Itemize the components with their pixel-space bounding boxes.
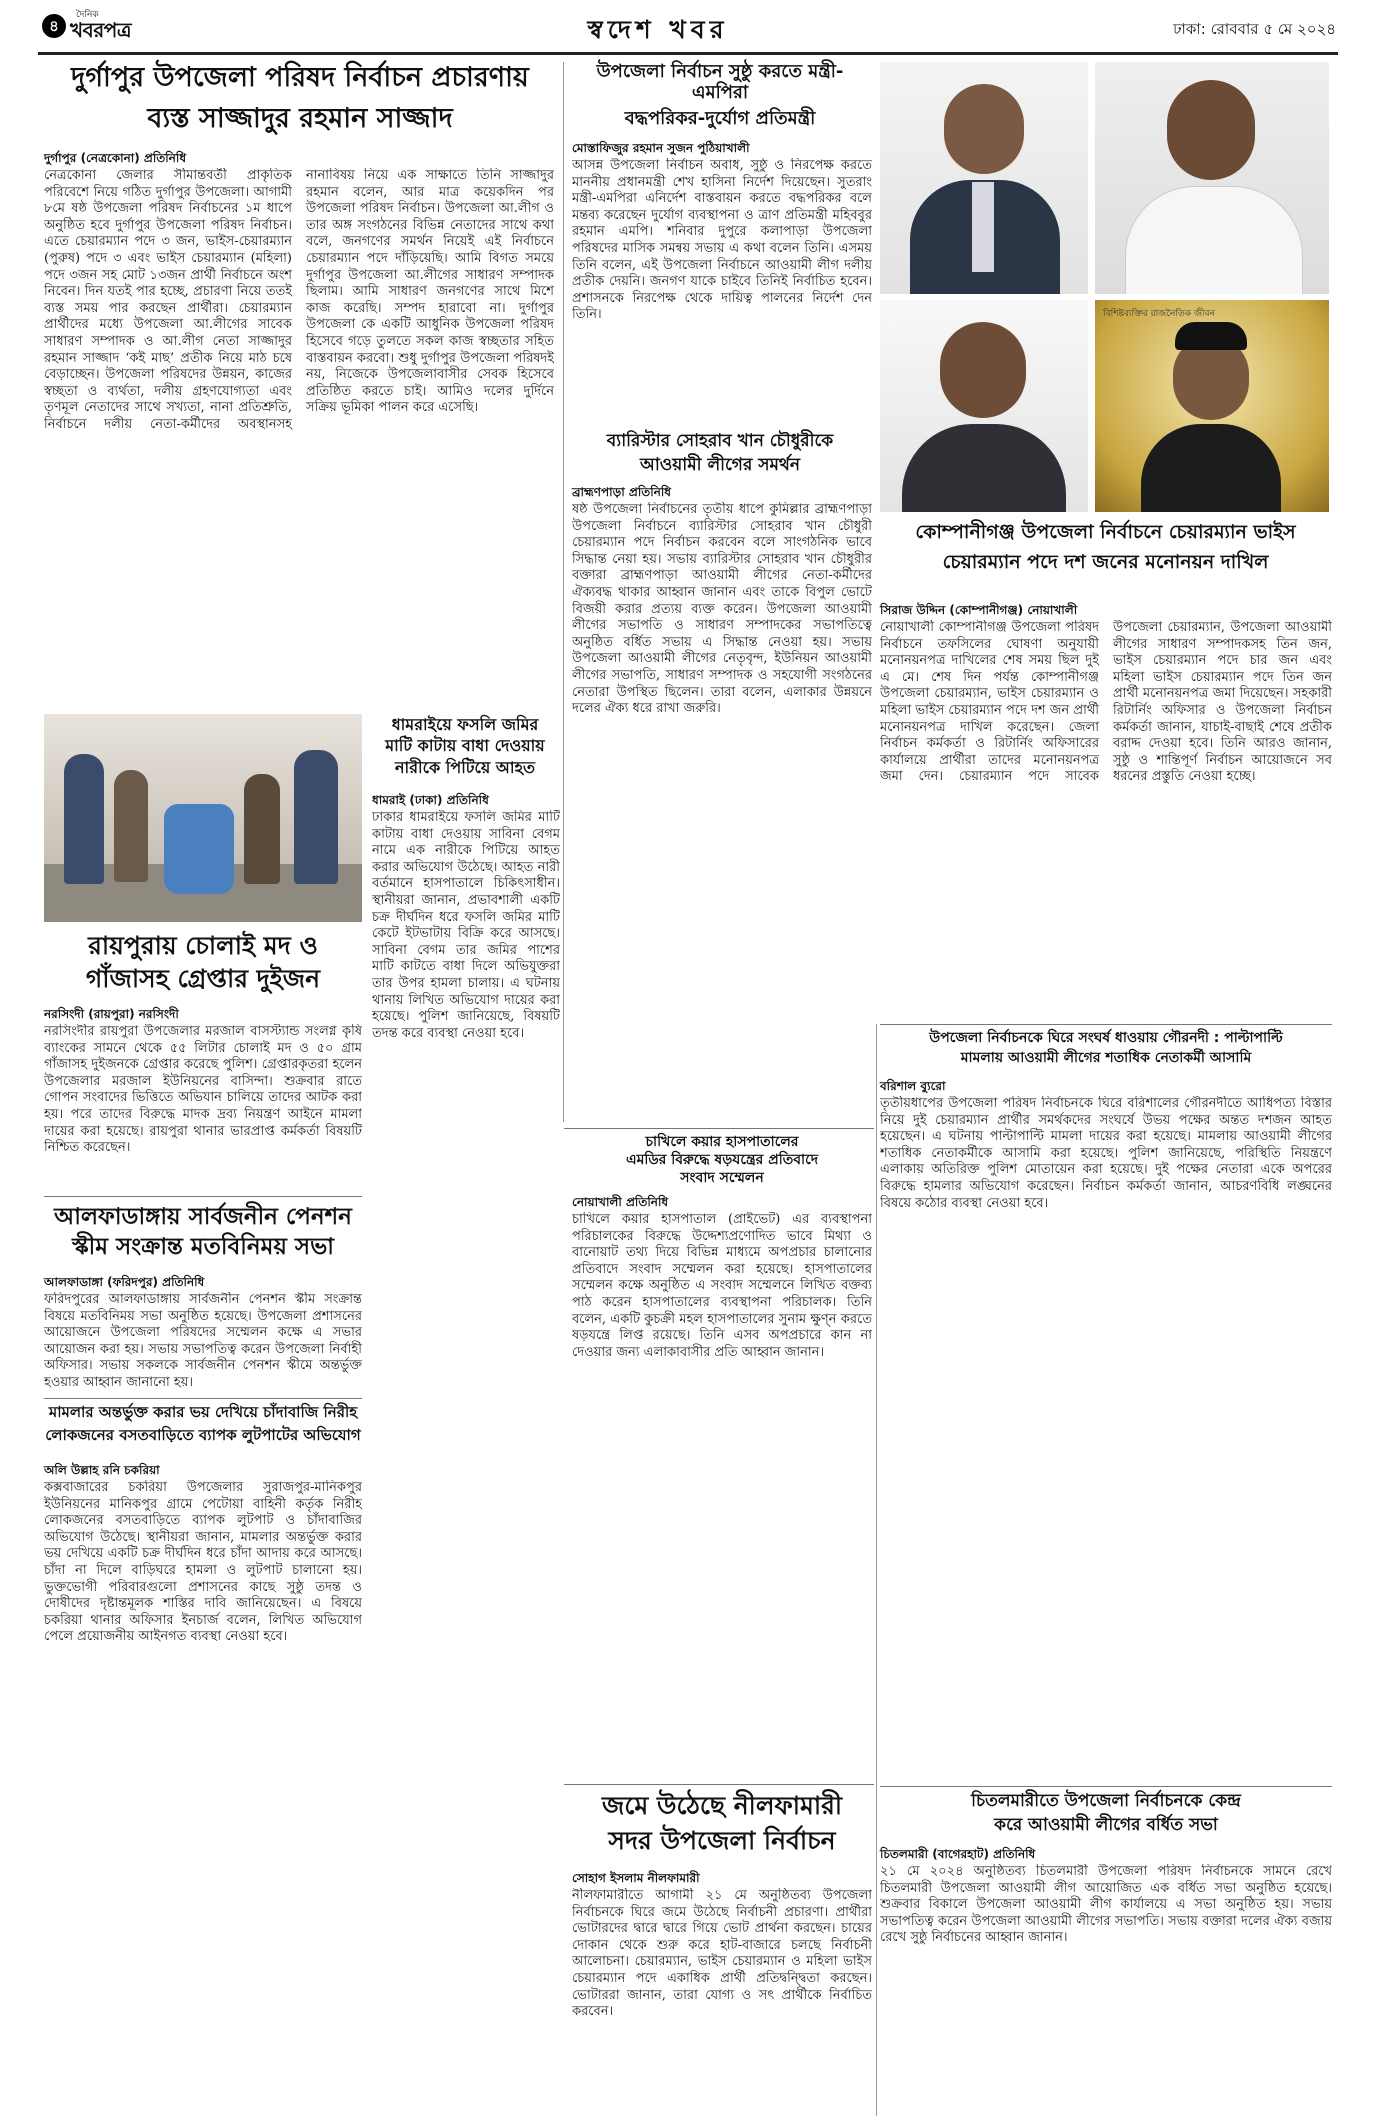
a3-headline-line2: আওয়ামী লীগের সমর্থন bbox=[639, 454, 801, 475]
a2-headline-line1: উপজেলা নির্বাচন সুষ্ঠু করতে মন্ত্রী-এমপিরা bbox=[596, 61, 844, 103]
a9-headline bbox=[572, 1134, 872, 1186]
a11-headline bbox=[572, 1792, 872, 1856]
a8-headline-line3: নারীকে পিটিয়ে আহত bbox=[395, 757, 535, 777]
a10-byline: বরিশাল ব্যুরো bbox=[880, 1079, 946, 1093]
a5-body: নরসিংদীর রায়পুরা উপজেলার মরজাল বাসস্ট্যান্ড সংলগ্ন কৃষি ব্যাংকের সামনে থেকে ৫৫ লিটার চোলাই মদ ও ৫০ গ্রাম গাঁজাসহ দুইজনকে গ্রেপ্তার করেছে পুলিশ। গ্রেপ্তারকৃতরা হলেন উপজেলার মরজাল ইউনিয়নের বাসিন্দা। শুক্রবার রাতে গোপন সংবাদের ভিত্তিতে অভিযান চালিয়ে তাদের আটক করা হয়। পরে তাদের বিরুদ্ধে মাদক দ্রব্য নিয়ন্ত্রণ আইনে মামলা দায়ের করা হয়েছে। রায়পুরা থানার ভারপ্রাপ্ত কর্মকর্তা বিষয়টি নিশ্চিত করেছেন। bbox=[44, 1024, 362, 1156]
a8-body: ঢাকার ধামরাইয়ে ফসলি জমির মাটি কাটায় বাধা দেওয়ায় সাবিনা বেগম নামে এক নারীকে পিটিয়ে আহত করার অভিযোগ উঠেছে। আহত নারী বর্তমানে হাসপাতালে চিকিৎসাধীন। স্থানীয়রা জানান, প্রভাবশালী একটি চক্র দীর্ঘদিন ধরে ফসলি জমির মাটি কেটে ইটভাটায় বিক্রি করে আসছে। সাবিনা বেগম তার জমির পাশের মাটি কাটতে বাধা দিলে অভিযুক্তরা তার উপর হামলা চালায়। এ ঘটনায় থানায় লিখিত অভিযোগ দায়ের করা হয়েছে। পুলিশ জানিয়েছে, বিষয়টি তদন্ত করে ব্যবস্থা নেওয়া হবে। bbox=[372, 810, 560, 1041]
a3-byline: ব্রাহ্মণপাড়া প্রতিনিধি bbox=[572, 485, 672, 499]
portrait-photo-1 bbox=[880, 62, 1088, 294]
a12-headline-line1: চিতলমারীতে উপজেলা নির্বাচনকে কেন্দ্র bbox=[971, 1791, 1241, 1811]
a12-body: ২১ মে ২০২৪ অনুষ্ঠিতব্য চিতলমারী উপজেলা পরিষদ নির্বাচনকে সামনে রেখে চিতলমারী উপজেলা আওয়ামী লীগ আয়োজিত এক বর্ধিত সভা অনুষ্ঠিত হয়েছে। শুক্রবার বিকালে উপজেলা আওয়ামী লীগ কার্যালয়ে এ সভা অনুষ্ঠিত হয়। সভায় সভাপতিত্ব করেন উপজেলা আওয়ামী লীগের সভাপতি। সভায় বক্তারা দলের ঐক্য বজায় রেখে সুষ্ঠু নির্বাচনের আহ্বান জানান। bbox=[880, 1864, 1332, 1946]
a11-body: নীলফামারীতে আগামী ২১ মে অনুষ্ঠিতব্য উপজেলা নির্বাচনকে ঘিরে জমে উঠেছে নির্বাচনী প্রচারণা। প্রার্থীরা ভোটারদের দ্বারে দ্বারে গিয়ে ভোট প্রার্থনা করছেন। চায়ের দোকান থেকে শুরু করে হাট-বাজারে চলছে নির্বাচনী আলোচনা। চেয়ারম্যান, ভাইস চেয়ারম্যান ও মহিলা ভাইস চেয়ারম্যান পদে একাধিক প্রার্থী প্রতিদ্বন্দ্বিতা করছেন। ভোটাররা জানান, তারা যোগ্য ও সৎ প্রার্থীকে নির্বাচিত করবেন। bbox=[572, 1888, 872, 2020]
a12-byline: চিতলমারী (বাগেরহাট) প্রতিনিধি bbox=[880, 1847, 1036, 1861]
masthead-rule bbox=[38, 52, 1338, 55]
a2-headline-line2: বদ্ধপরিকর-দুর্যোগ প্রতিমন্ত্রী bbox=[624, 108, 816, 130]
a5-byline: নরসিংদী (রায়পুরা) নরসিংদী bbox=[44, 1007, 179, 1021]
a1-byline: দুর্গাপুর (নেত্রকোনা) প্রতিনিধি bbox=[44, 151, 187, 165]
a4-headline bbox=[878, 522, 1333, 574]
portrait-photo-3 bbox=[880, 300, 1088, 512]
a7-headline bbox=[44, 1404, 362, 1445]
a7-body: কক্সবাজারের চকরিয়া উপজেলার সুরাজপুর-মানিকপুর ইউনিয়নের মানিকপুর গ্রামে পেটোয়া বাহিনী কর্তৃক নিরীহ লোকজনের বসতবাড়িতে ব্যাপক লুটপাট ও চাঁদাবাজির অভিযোগ উঠেছে। স্থানীয়রা জানান, মামলার অন্তর্ভুক্ত করার ভয় দেখিয়ে একটি চক্র দীর্ঘদিন ধরে চাঁদা আদায় করে আসছে। চাঁদা না দিলে বাড়িঘরে হামলা ও লুটপাট চালানো হয়। ভুক্তভোগী পরিবারগুলো প্রশাসনের কাছে সুষ্ঠু তদন্ত ও দোষীদের দৃষ্টান্তমূলক শাস্তির দাবি জানিয়েছেন। এ বিষয়ে চকরিয়া থানার অফিসার ইনচার্জ বলেন, লিখিত অভিযোগ পেলে প্রয়োজনীয় আইনগত ব্যবস্থা নেওয়া হবে। bbox=[44, 1480, 362, 1645]
a11-headline-line2: সদর উপজেলা নির্বাচন bbox=[608, 1825, 836, 1855]
divider bbox=[564, 1784, 874, 1785]
police-arrest-photo bbox=[44, 714, 362, 922]
a9-headline-line2: এমডির বিরুদ্ধে ষড়যন্ত্রের প্রতিবাদে bbox=[625, 1152, 819, 1169]
a12-headline bbox=[880, 1792, 1332, 1835]
a10-headline bbox=[880, 1030, 1332, 1066]
section-title: স্বদেশ খবর bbox=[587, 15, 729, 44]
a2-headline bbox=[570, 62, 870, 130]
masthead bbox=[38, 6, 1338, 48]
a7-headline-line2: লোকজনের বসতবাড়িতে ব্যাপক লুটপাটের অভিযোগ bbox=[45, 1426, 361, 1445]
divider bbox=[564, 1128, 874, 1129]
a10-headline-line2: মামলায় আওয়ামী লীগের শতাধিক নেতাকর্মী আসামি bbox=[960, 1050, 1252, 1067]
column-rule bbox=[876, 1024, 877, 2116]
a6-byline: আলফাডাঙ্গা (ফরিদপুর) প্রতিনিধি bbox=[44, 1275, 205, 1289]
dateline: ঢাকা: রোববার ৫ মে ২০২৪ bbox=[1173, 20, 1336, 38]
a11-byline: সোহাগ ইসলাম নীলফামারী bbox=[572, 1871, 700, 1885]
page-number-badge: ৪ bbox=[42, 14, 66, 38]
divider bbox=[44, 1196, 362, 1197]
a1-headline-line2: ব্যস্ত সাজ্জাদুর রহমান সাজ্জাদ bbox=[147, 103, 453, 135]
a11-headline-line1: জমে উঠেছে নীলফামারী bbox=[601, 1791, 843, 1820]
a2-byline: মোস্তাফিজুর রহমান সুজন পুঠিয়াখালী bbox=[572, 141, 750, 155]
a10-body: তৃতীয়ধাপের উপজেলা পরিষদ নির্বাচনকে ঘিরে বরিশালের গৌরনদীতে আধিপত্য বিস্তার নিয়ে দুই চেয়ারম্যান প্রার্থীর সমর্থকদের সংঘর্ষে উভয় পক্ষের অন্তত দশজন আহত হয়েছেন। এ ঘটনায় পাল্টাপাল্টি মামলা দায়ের করা হয়েছে। মামলায় আওয়ামী লীগের শতাধিক নেতাকর্মীকে আসামি করা হয়েছে। পুলিশ জানিয়েছে, পরিস্থিতি নিয়ন্ত্রণে এলাকায় অতিরিক্ত পুলিশ মোতায়েন করা হয়েছে। দুই পক্ষের নেতারা একে অপরের বিরুদ্ধে হামলার অভিযোগ করেছেন। নির্বাচন কর্মকর্তা জানান, আচরণবিধি লঙ্ঘনের বিষয়ে কঠোর ব্যবস্থা নেওয়া হবে। bbox=[880, 1096, 1332, 1211]
a7-headline-line1: মামলার অন্তর্ভুক্ত করার ভয় দেখিয়ে চাঁদাবাজি নিরীহ bbox=[48, 1403, 358, 1421]
a2-body: আসন্ন উপজেলা নির্বাচন অবাধ, সুষ্ঠু ও নিরপেক্ষ করতে মাননীয় প্রধানমন্ত্রী শেখ হাসিনা নির্দেশ দিয়েছেন। সুতরাং মন্ত্রী-এমপিরা এনির্দেশ বাস্তবায়ন করতে বদ্ধপরিকর বলে মন্তব্য করেছেন দুর্যোগ ব্যবস্থাপনা ও ত্রাণ প্রতিমন্ত্রী মহিববুর রহমান এমপি। শনিবার দুপুরে কলাপাড়া উপজেলা পরিষদের মাসিক সমন্বয় সভায় এ কথা বলেন তিনি। এসময় তিনি বলেন, এই উপজেলা নির্বাচনে আওয়ামী লীগ দলীয় প্রতীক দেয়নি। জনগণ যাকে চাইবে তিনিই নির্বাচিত হবেন। প্রশাসনকে নিরপেক্ষ থেকে দায়িত্ব পালনের নির্দেশ দেন তিনি। bbox=[572, 158, 872, 323]
portrait-photo-2 bbox=[1095, 62, 1329, 294]
a1-body: নেত্রকোনা জেলার সীমান্তবর্তী প্রাকৃতিক পরিবেশে নিয়ে গঠিত দুর্গাপুর উপজেলা। আগামী ৮মে ষষ্ঠ উপজেলা পরিষদ নির্বাচনের ১ম ধাপে অনুষ্ঠিত হবে দুর্গাপুর উপজেলা পরিষদ নির্বাচন। এতে চেয়ারম্যান পদে ৩ জন, ভাইস-চেয়ারম্যান (পুরুষ) পদে ৩ এবং ভাইস চেয়ারম্যান (মহিলা) পদে ৩জন সহ মোট ১৩জন প্রার্থী নির্বাচনে অংশ নিবেন। দিন যতই পার হচ্ছে, প্রচারণা নিয়ে ততই ব্যস্ত সময় পার করছেন প্রার্থীরা। চেয়ারম্যান প্রার্থীদের মধ্যে উপজেলা আ.লীগের সাবেক সাধারণ সম্পাদক ও আ.লীগ নেতা সাজ্জাদুর রহমান সাজ্জাদ ‘কই মাছ’ প্রতীক নিয়ে মাঠ চষে বেড়াচ্ছেন। উপজেলা পরিষদের উন্নয়ন, কাজের স্বচ্ছতা ও ব্যর্থতা, দলীয় গ্রহণযোগ্যতা এবং তৃণমূল নেতাদের সাথে সখ্যতা, নানা প্রতিশ্রুতি, নির্বাচনে দলীয় নেতা-কর্মীদের অবস্থানসহ নানাবিষয় নিয়ে এক সাক্ষাতে তিনি সাজ্জাদুর রহমান বলেন, আর মাত্র কয়েকদিন পর উপজেলা পরিষদ নির্বাচন। উপজেলা আ.লীগ ও তার অঙ্গ সংগঠনের বিভিন্ন নেতাদের সাথে কথা বলে, জনগণের সমর্থন নিয়েই এই নির্বাচনে চেয়ারম্যান পদে দাঁড়িয়েছি। আমি বিগত সময়ে দুর্গাপুর উপজেলা আ.লীগের সাধারণ সম্পাদক ছিলাম। আমি সাধারণ জনগণের সাথে মিশে কাজ করেছি। সম্পদ হারাবো না। দুর্গাপুর উপজেলা কে একটি আধুনিক উপজেলা পরিষদ হিসেবে গড়ে তুলতে সকল কাজ স্বচ্ছতার সহিত বাস্তবায়ন করবো। শুধু দুর্গাপুর উপজেলা পরিষদই নয়, নিজেকে উপজেলাবাসীর সেবক হিসেবে প্রতিষ্ঠিত করতে চাই। আমিও দলের দুর্দিনে সক্রিয় ভূমিকা পালন করে এসেছি। bbox=[44, 168, 554, 432]
a4-headline-line2: চেয়ারম্যান পদে দশ জনের মনোনয়ন দাখিল bbox=[942, 550, 1269, 573]
photo-caption: বিশিষ্টব্যক্তির রাজনৈতিক জীবন bbox=[1103, 309, 1215, 319]
a4-byline: সিরাজ উদ্দিন (কোম্পানীগঞ্জ) নোয়াখালী bbox=[880, 603, 1078, 617]
a6-headline bbox=[44, 1204, 362, 1261]
divider bbox=[880, 1024, 1332, 1025]
a9-headline-line3: সংবাদ সম্মেলন bbox=[680, 1170, 764, 1187]
a9-headline-line1: চাখিলে কয়ার হাসপাতালের bbox=[645, 1134, 799, 1150]
a6-headline-line2: স্কীম সংক্রান্ত মতবিনিময় সভা bbox=[72, 1234, 334, 1261]
paper-logo: খবরপত্র bbox=[70, 18, 132, 42]
a10-headline-line1: উপজেলা নির্বাচনকে ঘিরে সংঘর্ষ ধাওয়ায় গৌরনদী : পাল্টাপাল্টি bbox=[929, 1030, 1283, 1046]
a4-headline-line1: কোম্পানীগঞ্জ উপজেলা নির্বাচনে চেয়ারম্যান ভাইস bbox=[915, 521, 1296, 543]
a3-headline bbox=[570, 432, 870, 475]
a8-headline-line2: মাটি কাটায় বাধা দেওয়ায় bbox=[385, 736, 545, 756]
a4-body: নোয়াখালী কোম্পানীগঞ্জ উপজেলা পরিষদ নির্বাচনে তফসিলের ঘোষণা অনুযায়ী মনোনয়নপত্র দাখিলের শেষ সময় ছিল দুই এ মে। শেষ দিন পর্যন্ত কোম্পানীগঞ্জ উপজেলা চেয়ারম্যান, ভাইস চেয়ারম্যান ও মহিলা ভাইস চেয়ারম্যান পদে দশ জন প্রার্থী মনোনয়নপত্র দাখিল করেছেন। জেলা নির্বাচন কর্মকর্তা ও রিটার্নিং অফিসারের কার্যালয়ে প্রার্থীরা তাদের মনোনয়নপত্র জমা দেন। চেয়ারম্যান পদে সাবেক উপজেলা চেয়ারম্যান, উপজেলা আওয়ামী লীগের সাধারণ সম্পাদকসহ তিন জন, ভাইস চেয়ারম্যান পদে চার জন এবং মহিলা ভাইস চেয়ারম্যান পদে তিন জন প্রার্থী মনোনয়নপত্র জমা দিয়েছেন। সহকারী রিটার্নিং অফিসার ও উপজেলা নির্বাচন কর্মকর্তা জানান, যাচাই-বাছাই শেষে প্রতীক বরাদ্দ দেওয়া হবে। তিনি আরও জানান, সুষ্ঠু ও শান্তিপূর্ণ নির্বাচন আয়োজনে সব ধরনের প্রস্তুতি নেওয়া হচ্ছে। bbox=[880, 620, 1332, 785]
portrait-photo-4 bbox=[1095, 300, 1329, 512]
a9-body: চাখিলে কয়ার হাসপাতাল (প্রাইভেট) এর ব্যবস্থাপনা পরিচালকের বিরুদ্ধে উদ্দেশ্যপ্রণোদিত ভাবে মিথ্যা ও বানোয়াট তথ্য দিয়ে বিভিন্ন মাধ্যমে অপপ্রচার চালানোর প্রতিবাদে সংবাদ সম্মেলন করা হয়েছে। হাসপাতালের সম্মেলন কক্ষে অনুষ্ঠিত এ সংবাদ সম্মেলনে লিখিত বক্তব্য পাঠ করেন হাসপাতালের ব্যবস্থাপনা পরিচালক। তিনি বলেন, একটি কুচক্রী মহল হাসপাতালের সুনাম ক্ষুণ্ন করতে ষড়যন্ত্রে লিপ্ত রয়েছে। তিনি এসব অপপ্রচারে কান না দেওয়ার জন্য এলাকাবাসীর প্রতি আহ্বান জানান। bbox=[572, 1212, 872, 1360]
a8-headline bbox=[370, 716, 560, 777]
a3-body: ষষ্ঠ উপজেলা নির্বাচনের তৃতীয় ধাপে কুমিল্লার ব্রাহ্মণপাড়া উপজেলা নির্বাচনে ব্যারিস্টার সোহরাব খান চৌধুরী চেয়ারম্যান পদে নির্বাচন করবেন বলে সাংগঠনিক ভাবে সিদ্ধান্ত নেয়া হয়। সভায় ব্যারিস্টার সোহরাব খান চৌধুরীর বক্তারা ব্রাহ্মণপাড়া আওয়ামী লীগের নেতা-কর্মীদের ঐক্যবদ্ধ থাকার আহ্বান জানান এবং তাকে বিপুল ভোটে বিজয়ী করার প্রত্যয় ব্যক্ত করেন। উপজেলা আওয়ামী লীগের সভাপতি ও সাধারণ সম্পাদকের সভাপতিত্বে অনুষ্ঠিত বর্ধিত সভায় এ সিদ্ধান্ত নেওয়া হয়। সভায় উপজেলা আওয়ামী লীগের নেতৃবৃন্দ, ইউনিয়ন আওয়ামী লীগের সভাপতি, সাধারণ সম্পাদক ও সহযোগী সংগঠনের নেতারা উপস্থিত ছিলেন। তারা বলেন, এলাকার উন্নয়নে দলের ঐক্য ধরে রাখা জরুরি। bbox=[572, 502, 872, 717]
a5-headline-line1: রায়পুরায় চোলাই মদ ও bbox=[88, 931, 318, 960]
a8-byline: ধামরাই (ঢাকা) প্রতিনিধি bbox=[372, 793, 489, 807]
divider bbox=[44, 1398, 362, 1399]
a6-headline-line1: আলফাডাঙ্গায় সার্বজনীন পেনশন bbox=[54, 1204, 352, 1230]
a8-headline-line1: ধামরাইয়ে ফসলি জমির bbox=[391, 715, 539, 734]
divider bbox=[880, 1786, 1332, 1787]
a5-headline-line2: গাঁজাসহ গ্রেপ্তার দুইজন bbox=[85, 963, 321, 993]
column-rule bbox=[563, 62, 564, 1122]
a7-byline: অলি উল্লাহ রনি চকরিয়া bbox=[44, 1463, 160, 1477]
a12-headline-line2: করে আওয়ামী লীগের বর্ধিত সভা bbox=[994, 1814, 1218, 1835]
paper-small-label: দৈনিক bbox=[76, 10, 99, 20]
a9-byline: নোয়াখালী প্রতিনিধি bbox=[572, 1195, 669, 1209]
a1-headline-line1: দুর্গাপুর উপজেলা পরিষদ নির্বাচন প্রচারণায় bbox=[71, 62, 529, 93]
a1-headline bbox=[40, 62, 560, 134]
a5-headline bbox=[44, 932, 362, 994]
a6-body: ফরিদপুরের আলফাডাঙ্গায় সার্বজনীন পেনশন স্কীম সংক্রান্ত বিষয়ে মতবিনিময় সভা অনুষ্ঠিত হয়েছে। উপজেলা প্রশাসনের আয়োজনে উপজেলা পরিষদের সম্মেলন কক্ষে এ সভার আয়োজন করা হয়। সভায় সভাপতিত্ব করেন উপজেলা নির্বাহী অফিসার। সভায় সকলকে সার্বজনীন পেনশন স্কীমে অন্তর্ভুক্ত হওয়ার আহ্বান জানানো হয়। bbox=[44, 1292, 362, 1390]
a3-headline-line1: ব্যারিস্টার সোহরাব খান চৌধুরীকে bbox=[606, 431, 834, 451]
